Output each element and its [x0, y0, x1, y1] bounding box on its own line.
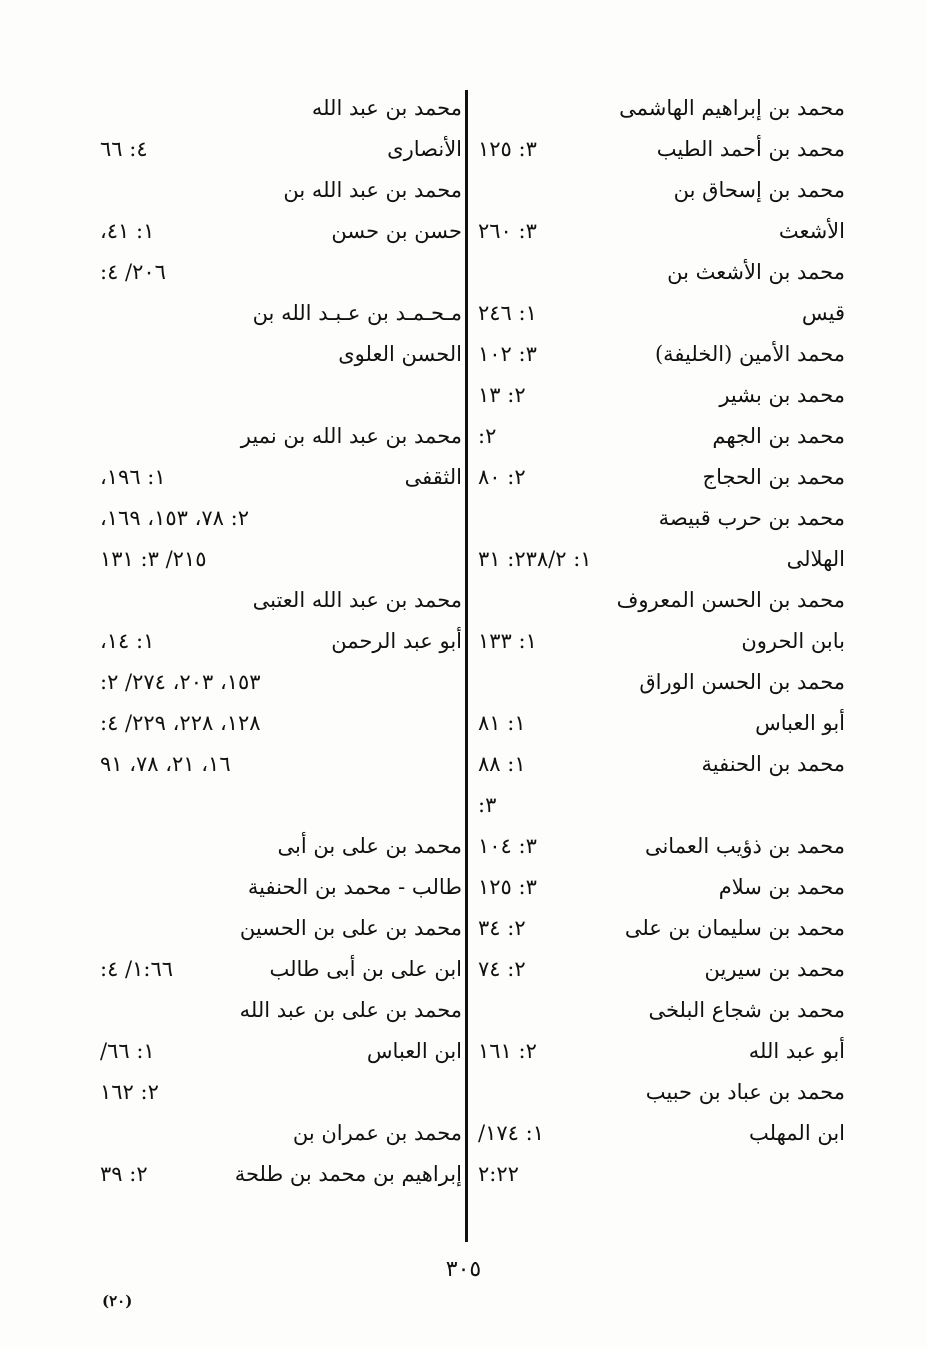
- signature-mark: (٢٠): [102, 1292, 133, 1310]
- entry-reference: ١:٦٦/ ٤:: [100, 957, 174, 981]
- index-entry: [100, 293, 462, 334]
- index-entry: [478, 867, 845, 908]
- entry-name: محمد بن الحجاج: [702, 465, 845, 489]
- entry-reference: ٣: ١٢٥: [478, 875, 537, 899]
- index-entry: [478, 1031, 845, 1072]
- entry-name: الهلالى: [786, 547, 845, 571]
- entry-name: محمد بن على بن عبد الله: [239, 998, 462, 1022]
- entry-reference: ٣:: [478, 793, 497, 817]
- entry-reference: ١: ١٤،: [100, 629, 155, 653]
- index-entry: [478, 908, 845, 949]
- entry-reference: ١٥٣، ٢٠٣، ٢٧٤/ ٢:: [100, 670, 261, 694]
- entry-reference: ٢:: [478, 424, 497, 448]
- index-entry: [100, 88, 462, 129]
- entry-name: محمد بن الجهم: [712, 424, 845, 448]
- index-entry: [100, 334, 462, 375]
- index-entry: [478, 1113, 845, 1154]
- index-entry: [100, 498, 462, 539]
- entry-name: محمد بن عبد الله: [311, 96, 462, 120]
- index-entry: [478, 580, 845, 621]
- index-entry: [478, 539, 845, 580]
- entry-reference: ٢: ٨٠: [478, 465, 526, 489]
- index-entry: [478, 703, 845, 744]
- index-entry: [478, 416, 845, 457]
- entry-name: ابن العباس: [366, 1039, 462, 1063]
- index-entry: [100, 990, 462, 1031]
- entry-name: حسن بن حسن: [331, 219, 462, 243]
- index-entry: [478, 1072, 845, 1113]
- entry-reference: ١: ٤١،: [100, 219, 155, 243]
- index-entry: [100, 826, 462, 867]
- entry-reference: ١: ١٣٣: [478, 629, 537, 653]
- index-entry: [478, 293, 845, 334]
- entry-name: محمد الأمين (الخليفة): [654, 342, 845, 366]
- entry-name: محمد بن الأشعث بن: [667, 260, 845, 284]
- index-entry: [478, 949, 845, 990]
- index-entry: [100, 129, 462, 170]
- entry-reference: ٢: ٣٩: [100, 1162, 148, 1186]
- entry-reference: ٢٠٦/ ٤:: [100, 260, 166, 284]
- entry-reference: ١٢٨، ٢٢٨، ٢٢٩/ ٤:: [100, 711, 261, 735]
- entry-name: الحسن العلوى: [338, 342, 462, 366]
- index-entry: [100, 580, 462, 621]
- entry-name: بابن الحرون: [741, 629, 845, 653]
- index-entry: [478, 211, 845, 252]
- entry-reference: ١: ٨٨: [478, 752, 526, 776]
- entry-name: محمد بن إسحاق بن: [673, 178, 845, 202]
- entry-reference: ١: ٦٦/: [100, 1039, 155, 1063]
- entry-reference: ٣: ١٠٤: [478, 834, 537, 858]
- entry-name: ابن المهلب: [749, 1121, 845, 1145]
- entry-name: محمد بن بشير: [719, 383, 845, 407]
- index-entry: [100, 949, 462, 990]
- index-entry: [100, 416, 462, 457]
- entry-name: أبو عبد الرحمن: [331, 629, 462, 653]
- entry-name: محمد بن شجاع البلخى: [648, 998, 845, 1022]
- entry-name: طالب - محمد بن الحنفية: [247, 875, 462, 899]
- index-entry: [478, 744, 845, 785]
- entry-name: ابن على بن أبى طالب: [269, 957, 462, 981]
- entry-name: محمد بن عباد بن حبيب: [645, 1080, 845, 1104]
- index-entry: [100, 211, 462, 252]
- index-column-left: [100, 88, 462, 1195]
- entry-name: أبو العباس: [755, 711, 845, 735]
- entry-name: قيس: [801, 301, 845, 325]
- index-entry: [100, 621, 462, 662]
- entry-name: الأنصارى: [387, 137, 462, 161]
- index-entry: [100, 170, 462, 211]
- entry-name: مـحـمـد بن عـبـد الله بن: [252, 301, 462, 325]
- index-entry: [478, 88, 845, 129]
- entry-name: محمد بن على بن الحسين: [239, 916, 462, 940]
- entry-reference: ٣: ١٢٥: [478, 137, 537, 161]
- index-entry: [478, 621, 845, 662]
- index-entry: [100, 867, 462, 908]
- index-entry: [478, 252, 845, 293]
- entry-reference: ١: ١٧٤/: [478, 1121, 544, 1145]
- index-entry: [478, 990, 845, 1031]
- entry-name: محمد بن أحمد الطيب: [656, 137, 845, 161]
- column-divider: [465, 90, 468, 1242]
- entry-reference: ٢:٢٢: [478, 1162, 519, 1186]
- entry-name: محمد بن ذؤيب العمانى: [644, 834, 845, 858]
- entry-reference: ٢١٥/ ٣: ١٣١: [100, 547, 207, 571]
- index-entry: [100, 1113, 462, 1154]
- entry-reference: ٢: ١٣: [478, 383, 526, 407]
- index-entry: [478, 334, 845, 375]
- entry-name: محمد بن الحسن المعروف: [616, 588, 845, 612]
- index-entry: [100, 703, 462, 744]
- index-entry: [100, 744, 462, 785]
- index-entry: [478, 170, 845, 211]
- entry-name: محمد بن سيرين: [704, 957, 845, 981]
- entry-reference: ١: ٢٤٦: [478, 301, 537, 325]
- entry-name: محمد بن عبد الله بن: [283, 178, 462, 202]
- index-entry: [100, 1154, 462, 1195]
- entry-reference: ٢: ٧٨، ١٥٣، ١٦٩،: [100, 506, 249, 530]
- index-entry: [478, 498, 845, 539]
- index-entry: [478, 1154, 845, 1195]
- entry-name: الأشعث: [778, 219, 845, 243]
- entry-reference: ٣: ١٠٢: [478, 342, 537, 366]
- entry-name: محمد بن عمران بن: [292, 1121, 462, 1145]
- index-entry: [478, 457, 845, 498]
- entry-reference: ٢: ١٦٢: [100, 1080, 159, 1104]
- index-entry: [100, 1031, 462, 1072]
- entry-reference: ٣: ٢٦٠: [478, 219, 537, 243]
- entry-name: أبو عبد الله: [748, 1039, 845, 1063]
- entry-name: إبراهيم بن محمد بن طلحة: [234, 1162, 462, 1186]
- entry-name: محمد بن سليمان بن على: [624, 916, 845, 940]
- index-entry: [100, 785, 462, 826]
- index-entry: [100, 457, 462, 498]
- page-number: ٣٠٥: [445, 1257, 482, 1282]
- index-entry: [100, 252, 462, 293]
- entry-name: محمد بن إبراهيم الهاشمى: [619, 96, 845, 120]
- entry-name: محمد بن عبد الله بن نمير: [240, 424, 462, 448]
- index-entry: [478, 826, 845, 867]
- entry-name: الثقفى: [404, 465, 462, 489]
- index-entry: [478, 785, 845, 826]
- index-entry: [478, 662, 845, 703]
- index-column-right: [478, 88, 845, 1195]
- index-entry: [100, 375, 462, 416]
- entry-name: محمد بن الحسن الوراق: [639, 670, 845, 694]
- entry-reference: ٢: ٣٤: [478, 916, 526, 940]
- index-entry: [100, 908, 462, 949]
- index-entry: [100, 539, 462, 580]
- entry-name: محمد بن حرب قبيصة: [658, 506, 845, 530]
- index-entry: [100, 1072, 462, 1113]
- index-entry: [100, 662, 462, 703]
- index-entry: [478, 375, 845, 416]
- entry-name: محمد بن عبد الله العتبى: [252, 588, 462, 612]
- entry-name: محمد بن على بن أبى: [277, 834, 462, 858]
- entry-reference: ١: ٢٣٨/٢: ٣١: [478, 547, 592, 571]
- entry-name: محمد بن الحنفية: [701, 752, 845, 776]
- index-entry: [478, 129, 845, 170]
- entry-reference: ٢: ١٦١: [478, 1039, 537, 1063]
- entry-reference: ٤: ٦٦: [100, 137, 148, 161]
- entry-reference: ١: ١٩٦،: [100, 465, 166, 489]
- entry-name: محمد بن سلام: [718, 875, 845, 899]
- entry-reference: ٢: ٧٤: [478, 957, 526, 981]
- entry-reference: ١٦، ٢١، ٧٨، ٩١: [100, 752, 231, 776]
- entry-reference: ١: ٨١: [478, 711, 526, 735]
